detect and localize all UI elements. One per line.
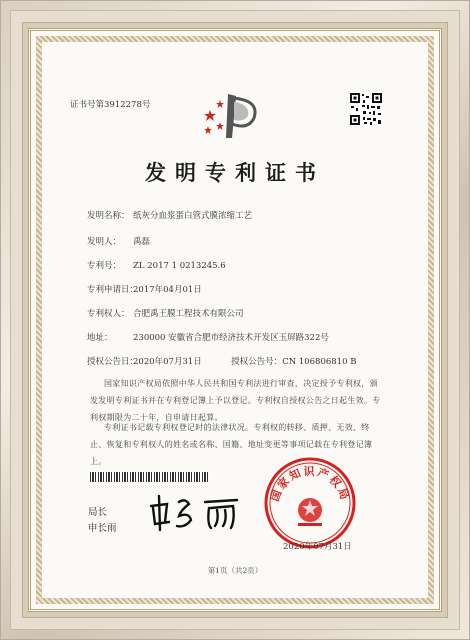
field-label: 发明人：	[87, 237, 122, 247]
paragraph-legal-status: 专利证书记载专利权登记时的法律状况。专利权的转移、质押、无效、终止、恢复和专利权人的姓名或名称、国籍、地址变更等事项记载在专利登记簿上。	[90, 423, 373, 466]
official-seal-icon	[262, 455, 358, 551]
field-value: 合肥禹王膜工程技术有限公司	[133, 309, 244, 319]
field-label: 专利申请日：	[87, 285, 139, 295]
barcode	[90, 472, 210, 482]
qr-code-icon	[349, 92, 383, 126]
field-label: 地址：	[87, 333, 113, 343]
certificate-number: 证书号第3912278号	[70, 100, 151, 110]
signature-name: 申长雨	[88, 523, 117, 534]
seal-text: 国家知识产权局	[268, 465, 352, 504]
field-inventor	[87, 235, 150, 247]
page-footer: 第1页（共2页）	[207, 566, 263, 575]
handwritten-signature	[145, 492, 245, 534]
field-label: 授权公告日：	[87, 357, 139, 367]
field-patentee	[87, 307, 244, 319]
field-value: 2017年04月01日	[133, 285, 202, 295]
field-filing-date	[87, 283, 202, 295]
field-value: CN 106806810 B	[282, 357, 357, 367]
certificate-title: 发明专利证书	[145, 160, 325, 185]
field-patent-no	[87, 259, 226, 271]
field-value: 禹磊	[133, 237, 151, 247]
field-value: 纸灰分血浆蛋白管式膜浓缩工艺	[133, 211, 253, 221]
field-value: ZL 2017 1 0213245.6	[133, 261, 226, 271]
field-label: 专利权人：	[87, 309, 130, 319]
field-value: 230000 安徽省合肥市经济技术开发区玉屏路322号	[133, 333, 329, 343]
field-label: 授权公告号：	[231, 357, 283, 367]
field-grant-date	[87, 355, 356, 367]
patent-office-logo-icon	[198, 90, 268, 142]
field-invention-name	[87, 209, 252, 221]
field-label: 专利号：	[87, 261, 122, 271]
field-value: 2020年07月31日	[133, 357, 202, 367]
seal-date: 2020年07月31日	[283, 542, 352, 552]
signature-title: 局长	[88, 507, 108, 518]
field-label: 发明名称：	[87, 211, 130, 221]
field-address	[87, 331, 329, 343]
paragraph-grant-statement: 国家知识产权局依照中华人民共和国专利法进行审查，决定授予专利权，颁发发明专利证书并在专利登记簿上予以登记。专利权自授权公告之日起生效。专利权期限为二十年，自申请日起算。	[90, 379, 381, 422]
